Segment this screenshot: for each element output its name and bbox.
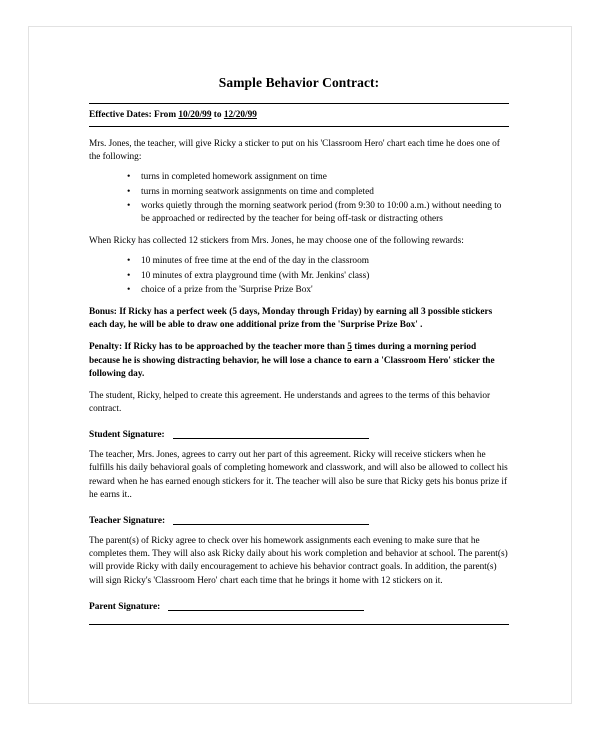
intro-paragraph: Mrs. Jones, the teacher, will give Ricky a sticker to put on his 'Classroom Hero' chart each time he does one of the following: [89, 139, 500, 163]
student-signature-block [89, 429, 509, 440]
bonus-text: If Ricky has a perfect week (5 days, Monday through Friday) by earning all 3 possible stickers each day, he will be able to draw one additional prize from the 'Surprise Prize Box' . [89, 306, 493, 331]
list-item: • 10 minutes of free time at the end of the day in the classroom [141, 255, 509, 268]
student-signature-line[interactable] [173, 429, 369, 439]
behaviors-list [89, 171, 509, 226]
rewards-intro-paragraph: When Ricky has collected 12 stickers from Mrs. Jones, he may choose one of the following rewards: [89, 236, 464, 247]
penalty-text-part1: If Ricky has to be approached by the teacher more than [122, 342, 348, 353]
parent-signature-block [89, 601, 509, 612]
list-item: • turns in completed homework assignment on time [141, 171, 509, 184]
document-content [89, 75, 509, 625]
student-signature-label: Student Signature: [89, 430, 165, 441]
penalty-label: Penalty: [89, 342, 123, 353]
effective-dates-to-label: to [213, 110, 222, 120]
list-item: • choice of a prize from the 'Surprise Prize Box' [141, 284, 509, 297]
list-item: • works quietly through the morning seatwork period (from 9:30 to 10:00 a.m.) without needing to be approached or redirected by the teacher for being off-task or distracting others [141, 200, 509, 226]
teacher-signature-line[interactable] [173, 515, 369, 525]
bottom-divider [89, 624, 509, 625]
teacher-signature-label: Teacher Signature: [89, 516, 166, 527]
page-title: Sample Behavior Contract: [218, 75, 380, 90]
effective-date-to: 12/20/99 [223, 110, 257, 120]
parent-signature-label: Parent Signature: [89, 601, 161, 612]
parent-signature-line[interactable] [168, 601, 364, 611]
bonus-paragraph [89, 306, 509, 332]
effective-dates-divider [89, 126, 509, 127]
effective-dates-label: Effective Dates: From [89, 110, 177, 120]
penalty-threshold: 5 [347, 342, 352, 353]
penalty-paragraph [89, 341, 509, 381]
effective-date-from: 10/20/99 [178, 110, 212, 120]
rewards-list [89, 255, 509, 297]
teacher-paragraph: The teacher, Mrs. Jones, agrees to carry out her part of this agreement. Ricky will receive stickers when he fulfills his daily behavioral goals of completing homework and classwork, and will also be allowed to collect his reward when he has earned enough stickers for it. The teacher will also be sure that Ricky gets his bonus prize if he earns it.. [89, 450, 508, 500]
penalty-text-part2: times during a morning period because he is showing distracting behavior, he will lose a chance to earn a 'Classroom Hero' sticker the following day. [89, 342, 495, 379]
list-item: • turns in morning seatwork assignments on time and completed [141, 186, 509, 199]
parent-paragraph: The parent(s) of Ricky agree to check over his homework assignments each evening to make sure that he completes them. They will also ask Ricky daily about his work completion and behavior at school. The parent(s) will provide Ricky with daily encouragement to achieve his behavior contract goals. In addition, the parent(s) will sign Ricky's 'Classroom Hero' chart each time that he brings it home with 12 stickers on it. [89, 536, 508, 586]
bonus-label: Bonus: [89, 306, 117, 317]
document-sheet [28, 26, 572, 704]
teacher-signature-block [89, 515, 509, 526]
list-item: • 10 minutes of extra playground time (with Mr. Jenkins' class) [141, 270, 509, 283]
effective-dates-row [89, 104, 509, 126]
student-paragraph: The student, Ricky, helped to create this agreement. He understands and agrees to the terms of this behavior contract. [89, 390, 491, 415]
